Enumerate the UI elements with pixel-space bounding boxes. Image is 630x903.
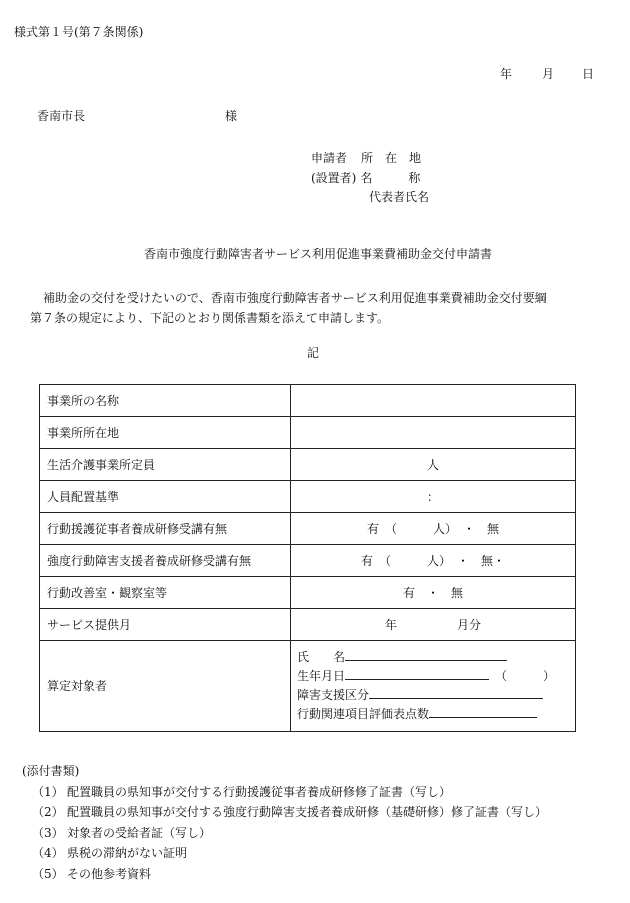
representative-label: 代表者氏名 <box>369 190 430 204</box>
target-score-label: 行動関連項目評価表点数 <box>297 707 430 721</box>
target-age-paren: （ ） <box>495 669 556 683</box>
row-label-capacity: 生活介護事業所定員 <box>40 449 291 481</box>
table-row <box>40 513 576 545</box>
attachment-number: （3） <box>32 825 64 840</box>
list-item <box>22 802 547 823</box>
table-row <box>40 577 576 609</box>
org-name-label: 名 称 <box>360 170 421 185</box>
list-item <box>22 864 547 885</box>
row-value-behavior-support-training[interactable]: 有 （ 人） ・ 無 <box>291 513 576 545</box>
attachment-number: （5） <box>32 866 64 881</box>
document-title: 香南市強度行動障害者サービス利用促進事業費補助金交付申請書 <box>143 247 492 261</box>
row-label-improvement-room: 行動改善室・観察室等 <box>40 577 291 609</box>
body-line-2: 第７条の規定により、下記のとおり関係書類を添えて申請します。 <box>30 310 390 325</box>
attachments <box>22 761 547 884</box>
table-row <box>40 545 576 577</box>
row-label-severe-behavior-training: 強度行動障害支援者養成研修受講有無 <box>40 545 291 577</box>
target-person-fields <box>291 641 576 732</box>
row-label-staffing: 人員配置基準 <box>40 481 291 513</box>
row-label-facility-name: 事業所の名称 <box>40 385 291 417</box>
attachment-text: 対象者の受給者証（写し） <box>67 825 212 840</box>
table-row-target <box>40 641 576 732</box>
table-row <box>40 609 576 641</box>
table-row <box>40 481 576 513</box>
row-label-behavior-support-training: 行動援護従事者養成研修受講有無 <box>40 513 291 545</box>
list-item <box>22 823 547 844</box>
date-month: 月 <box>542 67 555 81</box>
row-value-severe-behavior-training[interactable]: 有 （ 人） ・ 無・ <box>291 545 576 577</box>
body-line-1: 補助金の交付を受けたいので、香南市強度行動障害者サービス利用促進事業費補助金交付要綱 <box>43 291 547 305</box>
row-value-improvement-room[interactable]: 有 ・ 無 <box>291 577 576 609</box>
addressee-honorific: 様 <box>225 109 238 123</box>
row-value-facility-address[interactable] <box>291 417 576 449</box>
body-text <box>30 289 620 328</box>
date-year: 年 <box>500 67 513 81</box>
target-birth-blank[interactable] <box>345 667 489 680</box>
date-day: 日 <box>582 67 595 81</box>
attachment-number: （4） <box>32 846 64 860</box>
addressee <box>37 110 237 122</box>
attachment-text: 配置職員の県知事が交付する強度行動障害支援者養成研修（基礎研修）修了証書（写し） <box>67 805 548 819</box>
target-support-label: 障害支援区分 <box>297 688 370 702</box>
row-value-facility-name[interactable] <box>291 385 576 417</box>
row-value-service-month[interactable]: 年 月分 <box>291 609 576 641</box>
attachment-text: 県税の滞納がない証明 <box>67 846 188 860</box>
list-item <box>22 782 547 803</box>
table-row <box>40 385 576 417</box>
table-row <box>40 417 576 449</box>
attachment-text: 配置職員の県知事が交付する行動援護従事者養成研修修了証書（写し） <box>67 784 452 799</box>
row-value-staffing[interactable]: ： <box>291 481 576 513</box>
date-line <box>500 68 594 80</box>
row-label-facility-address: 事業所所在地 <box>40 417 291 449</box>
target-name-label: 氏 名 <box>297 650 346 664</box>
attachment-number: （2） <box>32 805 64 819</box>
row-value-capacity[interactable]: 人 <box>291 449 576 481</box>
target-birth-label: 生年月日 <box>297 669 346 683</box>
attachment-number: （1） <box>32 784 64 799</box>
list-item <box>22 843 547 864</box>
attachment-text: その他参考資料 <box>67 866 152 881</box>
target-score-blank[interactable] <box>429 705 537 718</box>
ki-heading: 記 <box>307 346 320 360</box>
setter-label: (設置者) <box>311 170 357 185</box>
application-table <box>39 384 576 732</box>
address-label: 所 在 地 <box>361 151 422 165</box>
addressee-name: 香南市長 <box>37 109 86 123</box>
attachments-heading: (添付書類) <box>22 764 80 778</box>
target-support-blank[interactable] <box>369 686 543 699</box>
table-row <box>40 449 576 481</box>
applicant-label: 申請者 <box>311 151 348 165</box>
form-number: 様式第１号(第７条関係) <box>14 25 144 39</box>
row-label-service-month: サービス提供月 <box>40 609 291 641</box>
applicant-block <box>311 149 429 208</box>
row-label-target-person: 算定対象者 <box>40 641 291 732</box>
target-name-blank[interactable] <box>345 648 507 661</box>
